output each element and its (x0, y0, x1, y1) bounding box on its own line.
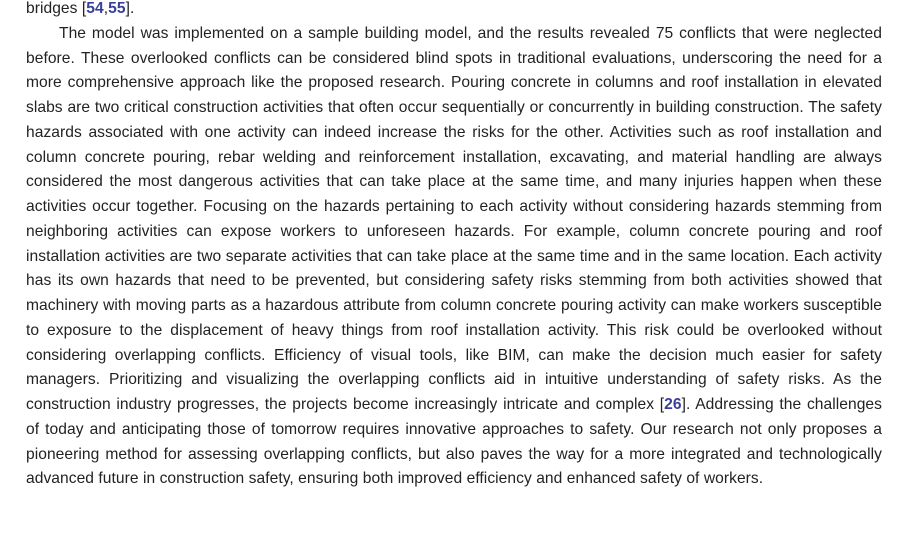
citation-separator: , (103, 0, 109, 17)
paragraph-text-part-1: The model was implemented on a sample building model, and the results revealed 75 conflicts that were neglected before. These overlooked conflicts can be considered blind spots in traditional evaluations, underscoring the need for a more comprehensive approach like the proposed research. Pouring concrete in columns and roof installation in elevated slabs are two critical construction activities that often occur sequentially or concurrently in building construction. The safety hazards associated with one activity can indeed increase the risks for the other. Activities such as roof installation and column concrete pouring, rebar welding and reinforcement installation, excavating, and material handling are always considered the most dangerous activities that can take place at the same time, and many injuries happen when these activities occur together. Focusing on the hazards pertaining to each activity without considering hazards stemming from neighboring activities can expose workers to unforeseen hazards. For example, column concrete pouring and roof installation activities are two separate activities that can take place at the same time and in the same location. Each activity has its own hazards that need to be prevented, but considering safety risks stemming from both activities showed that machinery with moving parts as a hazardous attribute from column concrete pouring activity can make workers susceptible to exposure to the displacement of heavy things from roof installation activity. This risk could be overlooked without considering overlapping conflicts. Efficiency of visual tools, like BIM, can make the decision much easier for safety managers. Prioritizing and visualizing the overlapping conflicts aid in intuitive understanding of safety risks. As the construction industry progresses, the projects become increasingly intricate and complex [ (26, 24, 882, 413)
citation-link-26[interactable]: 26 (664, 396, 682, 413)
citation-link-54[interactable]: 54 (86, 0, 104, 17)
prev-para-closing: ]. (125, 0, 135, 17)
paragraph-text-part-2: ]. Addressing the challenges of today and anticipating those of tomorrow requires innovative approaches to safety. Our research not only proposes a pioneering method for assessing overlapping conflicts, but also paves the way for a more integrated and technologically advanced future in construction safety, ensuring both improved efficiency and enhanced safety of workers. (26, 396, 882, 488)
body-paragraph (26, 22, 882, 492)
citation-link-55[interactable]: 55 (108, 0, 126, 17)
previous-paragraph-end (26, 0, 882, 22)
prev-para-text: bridges [ (26, 0, 87, 17)
article-body (26, 0, 882, 492)
